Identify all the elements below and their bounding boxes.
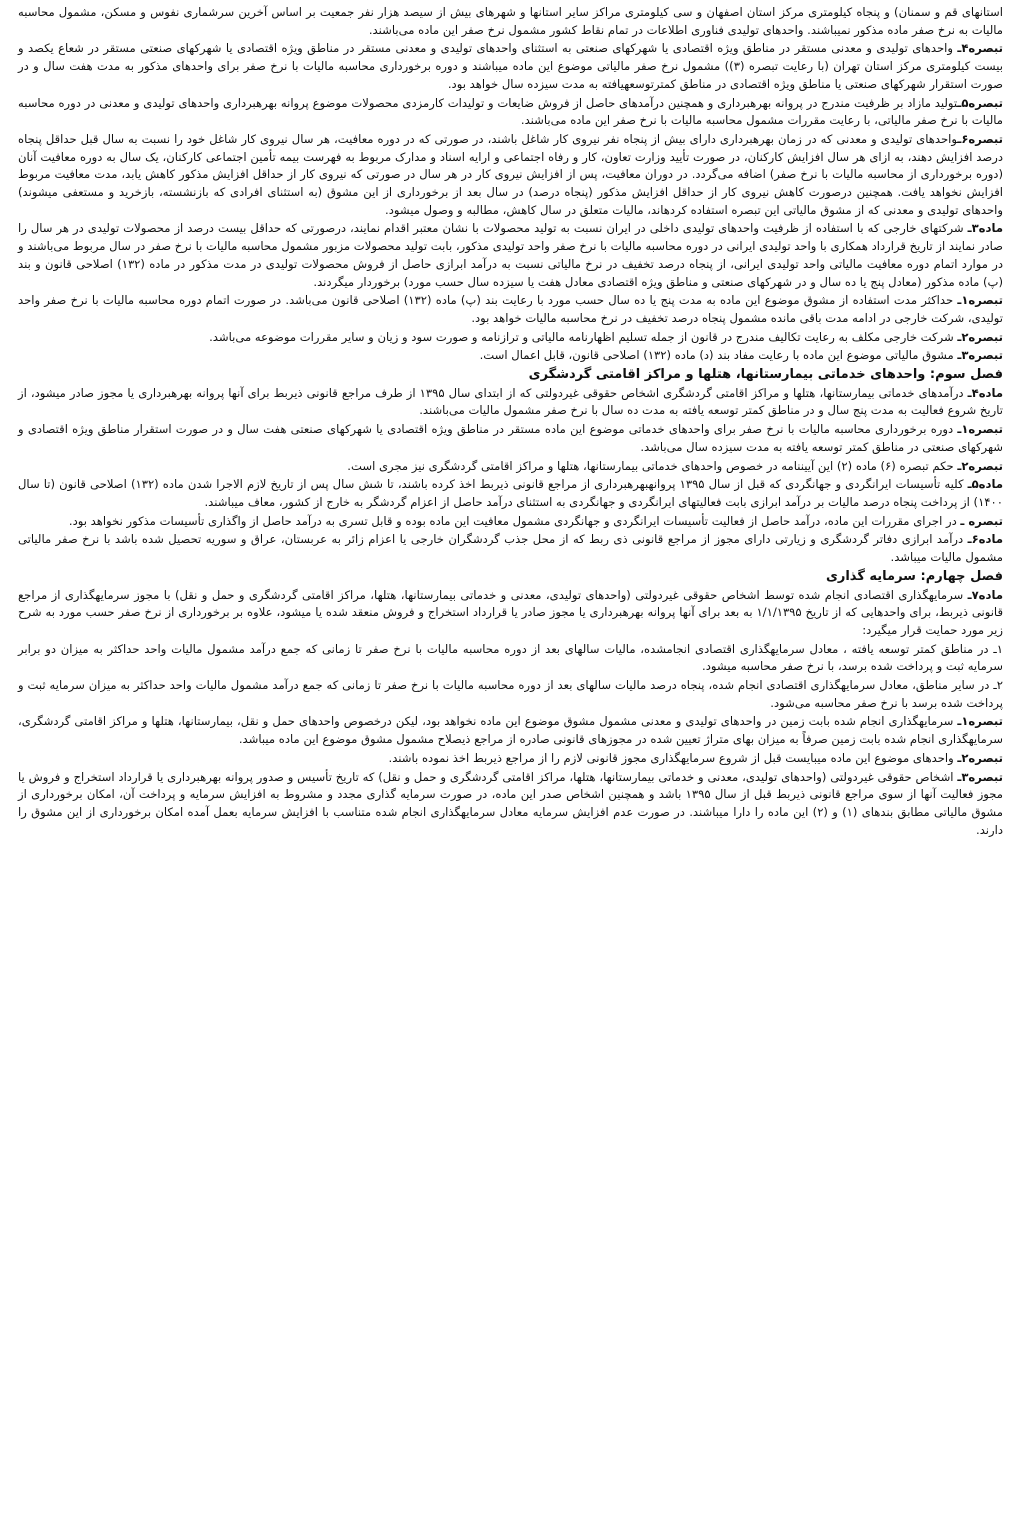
article-3-note-1 <box>18 292 1003 327</box>
note-label: تبصره۲ـ <box>957 329 1003 344</box>
article-7-note-3 <box>18 769 1003 840</box>
article-4 <box>18 385 1003 420</box>
paragraph-intro <box>18 4 1003 39</box>
note-text: سرمایهگذاری انجام شده بابت زمین در واحدهای تولیدی و معدنی مشمول مشوق موضوع این ماده نخواهد بود، لیکن درخصوص واحدهای حمل و نقل، بیمارستانها، هتلها و مراکز اقامتی گردشگری، سرمایهگذاری انجام شده بابت زمین صرفاً به میزان بهای متراژ تعیین شده در مجوزهای قانونی صادره از مراجع ذیصلاح مشمول مشوق موضوع این ماده میباشد. <box>18 714 1003 747</box>
note-text: حداکثر مدت استفاده از مشوق موضوع این ماده به مدت پنج یا ده سال حسب مورد با رعایت بند (پ) ماده (۱۳۲) اصلاحی قانون می‌باشد. در صورت اتمام دوره محاسبه مالیات با نرخ صفر واحد تولیدی، شرکت خارجی در ادامه مدت باقی مانده مشمول پنجاه درصد تخفیف در نرخ محاسبه مالیات خواهد بود. <box>18 293 1003 325</box>
article-text: درآمد ابرازی دفاتر گردشگری و زیارتی دارای مجوز از مراجع قانونی ذی ربط که از محل جذب گردشگران خارجی یا اعزام زائر به عربستان، عراق و سوریه تحصیل شده باشد با نرخ صفر مالیاتی مشمول مالیات میباشد. <box>18 532 1003 565</box>
note-label: تبصره۲ـ <box>957 458 1003 473</box>
article-text: سرمایهگذاری اقتصادی انجام شده توسط اشخاص حقوقی غیردولتی (واحدهای تولیدی، معدنی و خدماتی بیمارستانها، هتلها، مراکز اقامتی گردشگری و حمل و نقل) با مجوز سرمایهگذاری از مراجع قانونی ذیربط، برای واحدهایی که از تاریخ ۱/۱/۱۳۹۵ به بعد برای آنها پروانه بهرهبرداری یا مجوز صادر یا قرارداد استخراج و فروش منعقد شده یا میشود، علاوه بر برخورداری از نرخ صفر حسب مورد به شرح زیر مورد حمایت قرار میگیرد: <box>18 587 1003 637</box>
note-label: تبصره۱ـ <box>957 714 1003 729</box>
note-text: مشوق مالیاتی موضوع این ماده با رعایت مفاد بند (د) ماده (۱۳۲) اصلاحی قانون، قابل اعمال است. <box>479 348 958 363</box>
note-text: حکم تبصره (۶) ماده (۲) این آییننامه در خصوص واحدهای خدماتی بیمارستانها، هتلها و مراکز اقامتی گردشگری نیز مجری است. <box>347 458 958 473</box>
note-text: واحدهای تولیدی و معدنی که در زمان بهرهبرداری دارای بیش از پنجاه نفر نیروی کار شاغل باشند، در صورتی که در دوره معافیت، هر سال نیروی کار شاغل خود را نسبت به سال قبل حداقل پنجاه درصد افزایش دهند، به ازای هر سال افزایش کارکنان، در صورت تأیید وزارت تعاون، کار و رفاه اجتماعی و ارایه اسناد و مدارک مربوط به فهرست بیمه تأمین اجتماعی کارکنان، یک سال به دوره معافیت آنان (دوره برخورداری از محاسبه مالیات با نرخ صفر) اضافه می‌گردد. در دوران معافیت، پس از افزایش نیروی کار در هر سال در صورتی که نیروی کار از حداقل افزایش مذکور کاهش یابد، مدت معافیت مربوط افزایش نخواهد یافت. همچنین درصورت کاهش نیروی کار از حداقل افزایش مذکور (پنجاه درصد) در سال بعد از برخورداری از این مشوق (به استثنای افرادی که بازنشسته، بازخرید و مستعفی میشوند) واحدهای تولیدی و معدنی که از مشوق مالیاتی این تبصره استفاده کردهاند، مالیات متعلق در سال کاهش، مطالبه و وصول میشود. <box>18 131 1003 217</box>
note-label: تبصره۲ـ <box>957 750 1003 765</box>
article-label: ماده۵ـ <box>967 477 1003 492</box>
note-text: شرکت خارجی مکلف به رعایت تکالیف مندرج در قانون از جمله تسلیم اظهارنامه مالیاتی و ترازنامه و صورت سود و زیان و سایر مقررات موضوعه می‌باشد. <box>209 329 958 344</box>
chapter-4-heading: فصل چهارم: سرمایه گذاری <box>825 568 1003 584</box>
article-6 <box>18 531 1003 566</box>
note-text: اشخاص حقوقی غیردولتی (واحدهای تولیدی، معدنی و خدماتی بیمارستانها، هتلها، مراکز اقامتی گردشگری و حمل و نقل) که تاریخ تأسیس و صدور پروانه بهرهبرداری یا قرارداد استخراج و فروش یا مجوز فعالیت آنها از سوی مراجع قانونی ذیربط قبل از سال ۱۳۹۵ باشد و همچنین اشخاص صدر این ماده، در صورت سرمایه گذاری مجدد و مشروط به افزایش سرمایه و پرداخت آن، امکان برخورداری از مشوق مالیاتی مطابق بندهای (۱) و (۲) این ماده را دارا میباشند. در صورت عدم افزایش سرمایه معادل سرمایهگذاری انجام شده متناسب با افزایش سرمایه بعمل آمده امکان برخورداری از این مشوق را دارند. <box>18 769 1003 837</box>
article-7-item-1: ۱ـ در مناطق کمتر توسعه یافته ، معادل سرمایهگذاری اقتصادی انجامشده، مالیات سالهای بعد از دوره محاسبه مالیات با نرخ صفر تا زمانی که جمع درآمد مشمول مالیات واحد حداکثر به میزان دو برابر سرمایه ثبت و پرداخت شده برسد، با نرخ صفر محاسبه میشود. <box>18 641 1003 674</box>
article-5 <box>18 476 1003 511</box>
article-3-note-2 <box>18 329 1003 347</box>
article-label: ماده۶ـ <box>967 532 1003 547</box>
article-7-note-1 <box>18 713 1003 748</box>
note-label: تبصره۴ـ <box>957 41 1003 56</box>
article-5-note <box>18 513 1003 531</box>
note-label: تبصره۳ـ <box>957 348 1003 363</box>
note-label: تبصره۳ـ <box>957 769 1003 784</box>
article-4-note-2 <box>18 458 1003 476</box>
paragraph-text: استانهای قم و سمنان) و پنجاه کیلومتری مرکز استان اصفهان و سی کیلومتری مراکز سایر استانها و شهرهای بیش از سیصد هزار نفر جمعیت بر اساس آخرین سرشماری نفوس و مسکن، مشمول محاسبه مالیات به نرخ صفر ماده مذکور نمیباشند. واحدهای تولیدی فناوری اطلاعات در تمام نقاط کشور مشمول نرخ صفر این ماده می‌باشند. <box>18 5 1003 37</box>
article-7-note-2 <box>18 750 1003 768</box>
article-label: ماده۳ـ <box>967 221 1003 236</box>
note-text: واحدهای تولیدی و معدنی مستقر در مناطق ویژه اقتصادی یا شهرکهای صنعتی به استثنای واحدهای تولیدی و معدنی مستقر در مناطق ویژه اقتصادی یا شهرکهای صنعتی مستقر در شعاع یکصد و بیست کیلومتری مرکز استان تهران (با رعایت تبصره (۳)) مشمول نرخ صفر مالیاتی موضوع این ماده میباشند و دوره برخورداری محاسبه مالیات با نرخ صفر برای واحدهای مذکور به مدت هفت سال و در صورت استقرار شهرکهای صنعتی یا مناطق ویژه اقتصادی در مناطق کمترتوسعهیافته به مدت سیزده سال خواهد بود. <box>18 41 1003 91</box>
note-label: تبصره ـ <box>960 513 1003 528</box>
article-text: کلیه تأسیسات ایرانگردی و جهانگردی که قبل از سال ۱۳۹۵ پروانهبهرهبرداری از مراجع قانونی ذیربط اخذ کرده باشند، تا شش سال پس از تاریخ لازم الاجرا شدن ماده (۱۳۲) اصلاحی قانون (تا سال ۱۴۰۰) از پرداخت پنجاه درصد مالیات بر درآمد ابرازی بابت فعالیتهای ایرانگردی و جهانگردی به استثنای درآمد حاصل از اعزام گردشگر به خارج از کشور، معاف میباشند. <box>18 477 1003 509</box>
chapter-3-heading: فصل سوم: واحدهای خدماتی بیمارستانها، هتلها و مراکز اقامتی گردشگری <box>528 367 1003 383</box>
article-3-note-3 <box>18 347 1003 365</box>
article-text: شرکتهای خارجی که با استفاده از ظرفیت واحدهای تولیدی داخلی در ایران نسبت به تولید محصولات با نشان معتبر اقدام نمایند، درصورتی که حداقل بیست درصد از محصولات تولیدی در هر سال را صادر نمایند از تاریخ قرارداد همکاری با واحد تولیدی ایرانی در دوره محاسبه مالیات با نرخ صفر واحد تولیدی مذکور، بابت تولید محصولات مزبور مشمول محاسبه مالیات با نرخ صفر در سال مربوط می‌باشند و در موارد اتمام دوره معافیت مالیاتی واحد تولیدی ایرانی، از پنجاه درصد تخفیف در نرخ مالیاتی نسبت به درآمد ابرازی حاصل از فروش محصولات تولیدی در مدت مذکور در ماده (۱۳۲) اصلاحی قانون و بند (پ) ماده مذکور (معادل پنج یا ده سال و در شهرکهای صنعتی و مناطق ویژه اقتصادی معادل هفت یا سیزده سال حسب مورد) برخوردار میگردند. <box>18 221 1003 289</box>
note-label: تبصره۵ـ <box>957 95 1003 110</box>
article-7-item-2: ۲ـ در سایر مناطق، معادل سرمایهگذاری اقتصادی انجام شده، پنجاه درصد مالیات سالهای بعد از دوره محاسبه مالیات با نرخ صفر تا زمانی که جمع درآمد مشمول مالیات واحد حداکثر به میزان سرمایه ثبت و پرداخت شده برسد با نرخ صفر محاسبه می‌شود. <box>18 678 1003 710</box>
article-label: ماده۷ـ <box>967 587 1003 602</box>
article-text: درآمدهای خدماتی بیمارستانها، هتلها و مراکز اقامتی گردشگری اشخاص حقوقی غیردولتی که از ابتدای سال ۱۳۹۵ از طرف مراجع قانونی ذیربط برای آنها پروانه بهرهبرداری یا مجوز صادر میشود، از تاریخ شروع فعالیت به مدت پنج سال و در مناطق کمتر توسعه یافته به مدت ده سال با نرخ صفر مشمول مالیات می‌باشند. <box>18 385 1003 418</box>
article-label: ماده۴ـ <box>967 385 1004 400</box>
note-label: تبصره۶ـ <box>957 131 1003 146</box>
article-7 <box>18 587 1003 640</box>
article-4-note-1 <box>18 421 1003 456</box>
note-text: تولید مازاد بر ظرفیت مندرج در پروانه بهرهبرداری و همچنین درآمدهای حاصل از فروش ضایعات و تولیدات کارمزدی محصولات موضوع پروانه بهرهبرداری واحدهای تولیدی و معدنی در دوره محاسبه مالیات با نرخ صفر مالیاتی، با رعایت مقررات مشمول محاسبه مالیات با نرخ صفر این ماده می‌باشند. <box>18 95 1003 128</box>
note-text: واحدهای موضوع این ماده میبایست قبل از شروع سرمایهگذاری مجوز قانونی لازم را از مراجع ذیربط اخذ نموده باشند. <box>388 750 958 765</box>
article-3 <box>18 220 1003 291</box>
note-text: دوره برخورداری محاسبه مالیات با نرخ صفر برای واحدهای خدماتی موضوع این ماده مستقر در مناطق ویژه اقتصادی یا شهرکهای صنعتی هفت سال و در صورت استقرار مناطق ویژه اقتصادی و شهرکهای صنعتی در مناطق کمتر توسعه یافته به مدت سیزده سال می‌باشد. <box>18 422 1003 454</box>
note-4 <box>18 40 1003 93</box>
note-text: در اجرای مقررات این ماده، درآمد حاصل از فعالیت تأسیسات ایرانگردی و جهانگردی مشمول معافیت این ماده بوده و قابل تسری به درآمد حاصل از واگذاری تأسیسات مذکور نخواهد بود. <box>68 513 961 528</box>
note-label: تبصره۱ـ <box>957 293 1003 308</box>
note-label: تبصره۱ـ <box>957 422 1003 437</box>
note-6 <box>18 131 1003 220</box>
note-5 <box>18 95 1003 130</box>
